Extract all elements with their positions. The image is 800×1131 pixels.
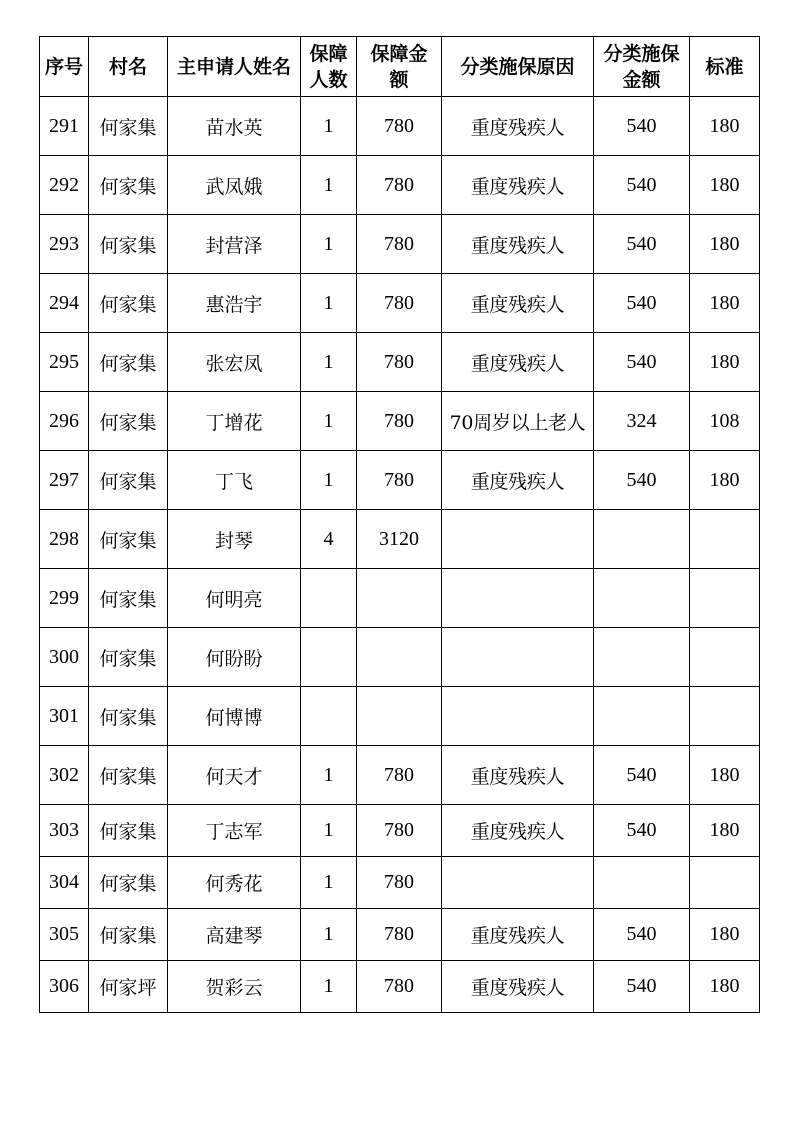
cell-amount: 780 [357,333,442,392]
cell-applicant: 张宏凤 [168,333,301,392]
cell-standard: 180 [690,451,760,510]
cell-category-reason [442,687,594,746]
header-index: 序号 [40,37,89,97]
cell-village: 何家集 [89,510,168,569]
cell-covered-count: 1 [301,97,357,156]
cell-amount: 780 [357,909,442,961]
cell-covered-count [301,569,357,628]
cell-village: 何家集 [89,805,168,857]
cell-category-amount: 324 [594,392,690,451]
cell-category-amount: 540 [594,805,690,857]
cell-standard: 108 [690,392,760,451]
cell-covered-count: 1 [301,961,357,1013]
table-row [40,156,760,215]
cell-category-reason: 重度残疾人 [442,451,594,510]
cell-village: 何家集 [89,274,168,333]
cell-covered-count [301,687,357,746]
cell-index: 300 [40,628,89,687]
table-row [40,857,760,909]
relief-roster-table [39,36,760,1013]
header-category-amount: 分类施保金额 [594,37,690,97]
header-covered-count: 保障人数 [301,37,357,97]
cell-amount: 3120 [357,510,442,569]
cell-index: 299 [40,569,89,628]
cell-village: 何家集 [89,569,168,628]
cell-standard: 180 [690,274,760,333]
table-row [40,569,760,628]
cell-category-reason: 重度残疾人 [442,215,594,274]
cell-standard: 180 [690,805,760,857]
cell-applicant: 苗水英 [168,97,301,156]
cell-applicant: 惠浩宇 [168,274,301,333]
table-row [40,392,760,451]
cell-amount [357,687,442,746]
cell-index: 296 [40,392,89,451]
cell-category-amount: 540 [594,215,690,274]
cell-amount: 780 [357,392,442,451]
cell-covered-count: 1 [301,333,357,392]
cell-covered-count: 1 [301,857,357,909]
cell-category-reason [442,857,594,909]
cell-category-amount: 540 [594,746,690,805]
cell-covered-count: 4 [301,510,357,569]
cell-standard [690,857,760,909]
cell-index: 306 [40,961,89,1013]
cell-covered-count: 1 [301,215,357,274]
cell-applicant: 何天才 [168,746,301,805]
cell-category-reason: 重度残疾人 [442,805,594,857]
cell-index: 302 [40,746,89,805]
cell-category-reason: 重度残疾人 [442,333,594,392]
table-row [40,215,760,274]
cell-applicant: 何秀花 [168,857,301,909]
cell-amount: 780 [357,857,442,909]
cell-amount: 780 [357,97,442,156]
table-row [40,97,760,156]
cell-index: 292 [40,156,89,215]
cell-index: 298 [40,510,89,569]
cell-applicant: 丁增花 [168,392,301,451]
header-amount: 保障金额 [357,37,442,97]
cell-covered-count: 1 [301,909,357,961]
cell-amount: 780 [357,805,442,857]
cell-category-reason: 重度残疾人 [442,746,594,805]
cell-index: 297 [40,451,89,510]
cell-category-reason [442,628,594,687]
cell-category-reason: 重度残疾人 [442,156,594,215]
cell-category-reason: 重度残疾人 [442,909,594,961]
cell-standard: 180 [690,215,760,274]
cell-category-amount [594,687,690,746]
cell-covered-count [301,628,357,687]
cell-village: 何家集 [89,451,168,510]
cell-village: 何家集 [89,628,168,687]
cell-index: 304 [40,857,89,909]
table-row [40,510,760,569]
cell-index: 295 [40,333,89,392]
cell-applicant: 武凤娥 [168,156,301,215]
cell-covered-count: 1 [301,805,357,857]
table-row [40,628,760,687]
cell-category-amount: 540 [594,451,690,510]
table-row [40,909,760,961]
cell-applicant: 高建琴 [168,909,301,961]
cell-category-amount [594,628,690,687]
cell-village: 何家集 [89,392,168,451]
cell-village: 何家集 [89,746,168,805]
cell-applicant: 丁志军 [168,805,301,857]
cell-index: 291 [40,97,89,156]
cell-category-amount: 540 [594,961,690,1013]
header-category-reason: 分类施保原因 [442,37,594,97]
cell-village: 何家集 [89,333,168,392]
cell-index: 305 [40,909,89,961]
cell-applicant: 何盼盼 [168,628,301,687]
cell-standard: 180 [690,909,760,961]
cell-standard: 180 [690,961,760,1013]
table-row [40,274,760,333]
cell-covered-count: 1 [301,746,357,805]
table-row [40,687,760,746]
cell-category-amount: 540 [594,909,690,961]
cell-index: 301 [40,687,89,746]
cell-standard [690,510,760,569]
cell-amount [357,569,442,628]
cell-village: 何家集 [89,97,168,156]
cell-applicant: 封营泽 [168,215,301,274]
cell-category-reason: 70周岁以上老人 [442,392,594,451]
cell-applicant: 丁飞 [168,451,301,510]
cell-amount: 780 [357,961,442,1013]
cell-amount: 780 [357,746,442,805]
cell-applicant: 何博博 [168,687,301,746]
header-row [40,37,760,97]
table-row [40,451,760,510]
cell-village: 何家集 [89,909,168,961]
cell-standard [690,628,760,687]
cell-index: 293 [40,215,89,274]
cell-village: 何家集 [89,156,168,215]
cell-index: 294 [40,274,89,333]
cell-category-amount [594,857,690,909]
cell-applicant: 封琴 [168,510,301,569]
cell-standard: 180 [690,746,760,805]
cell-category-reason [442,510,594,569]
cell-category-reason: 重度残疾人 [442,961,594,1013]
table-row [40,805,760,857]
table-row [40,961,760,1013]
cell-standard: 180 [690,333,760,392]
cell-covered-count: 1 [301,392,357,451]
cell-covered-count: 1 [301,156,357,215]
cell-index: 303 [40,805,89,857]
header-village: 村名 [89,37,168,97]
cell-village: 何家集 [89,215,168,274]
cell-category-amount: 540 [594,274,690,333]
cell-category-amount: 540 [594,333,690,392]
cell-category-reason: 重度残疾人 [442,274,594,333]
cell-amount: 780 [357,274,442,333]
cell-village: 何家集 [89,857,168,909]
cell-category-amount [594,510,690,569]
table-row [40,333,760,392]
cell-amount [357,628,442,687]
cell-applicant: 贺彩云 [168,961,301,1013]
cell-category-amount: 540 [594,156,690,215]
cell-standard: 180 [690,97,760,156]
cell-category-amount: 540 [594,97,690,156]
cell-covered-count: 1 [301,274,357,333]
cell-village: 何家坪 [89,961,168,1013]
cell-standard [690,687,760,746]
cell-standard [690,569,760,628]
cell-standard: 180 [690,156,760,215]
cell-amount: 780 [357,215,442,274]
cell-category-reason: 重度残疾人 [442,97,594,156]
table-row [40,746,760,805]
cell-applicant: 何明亮 [168,569,301,628]
header-standard: 标准 [690,37,760,97]
cell-amount: 780 [357,156,442,215]
header-applicant: 主申请人姓名 [168,37,301,97]
cell-category-amount [594,569,690,628]
cell-category-reason [442,569,594,628]
cell-amount: 780 [357,451,442,510]
cell-covered-count: 1 [301,451,357,510]
cell-village: 何家集 [89,687,168,746]
